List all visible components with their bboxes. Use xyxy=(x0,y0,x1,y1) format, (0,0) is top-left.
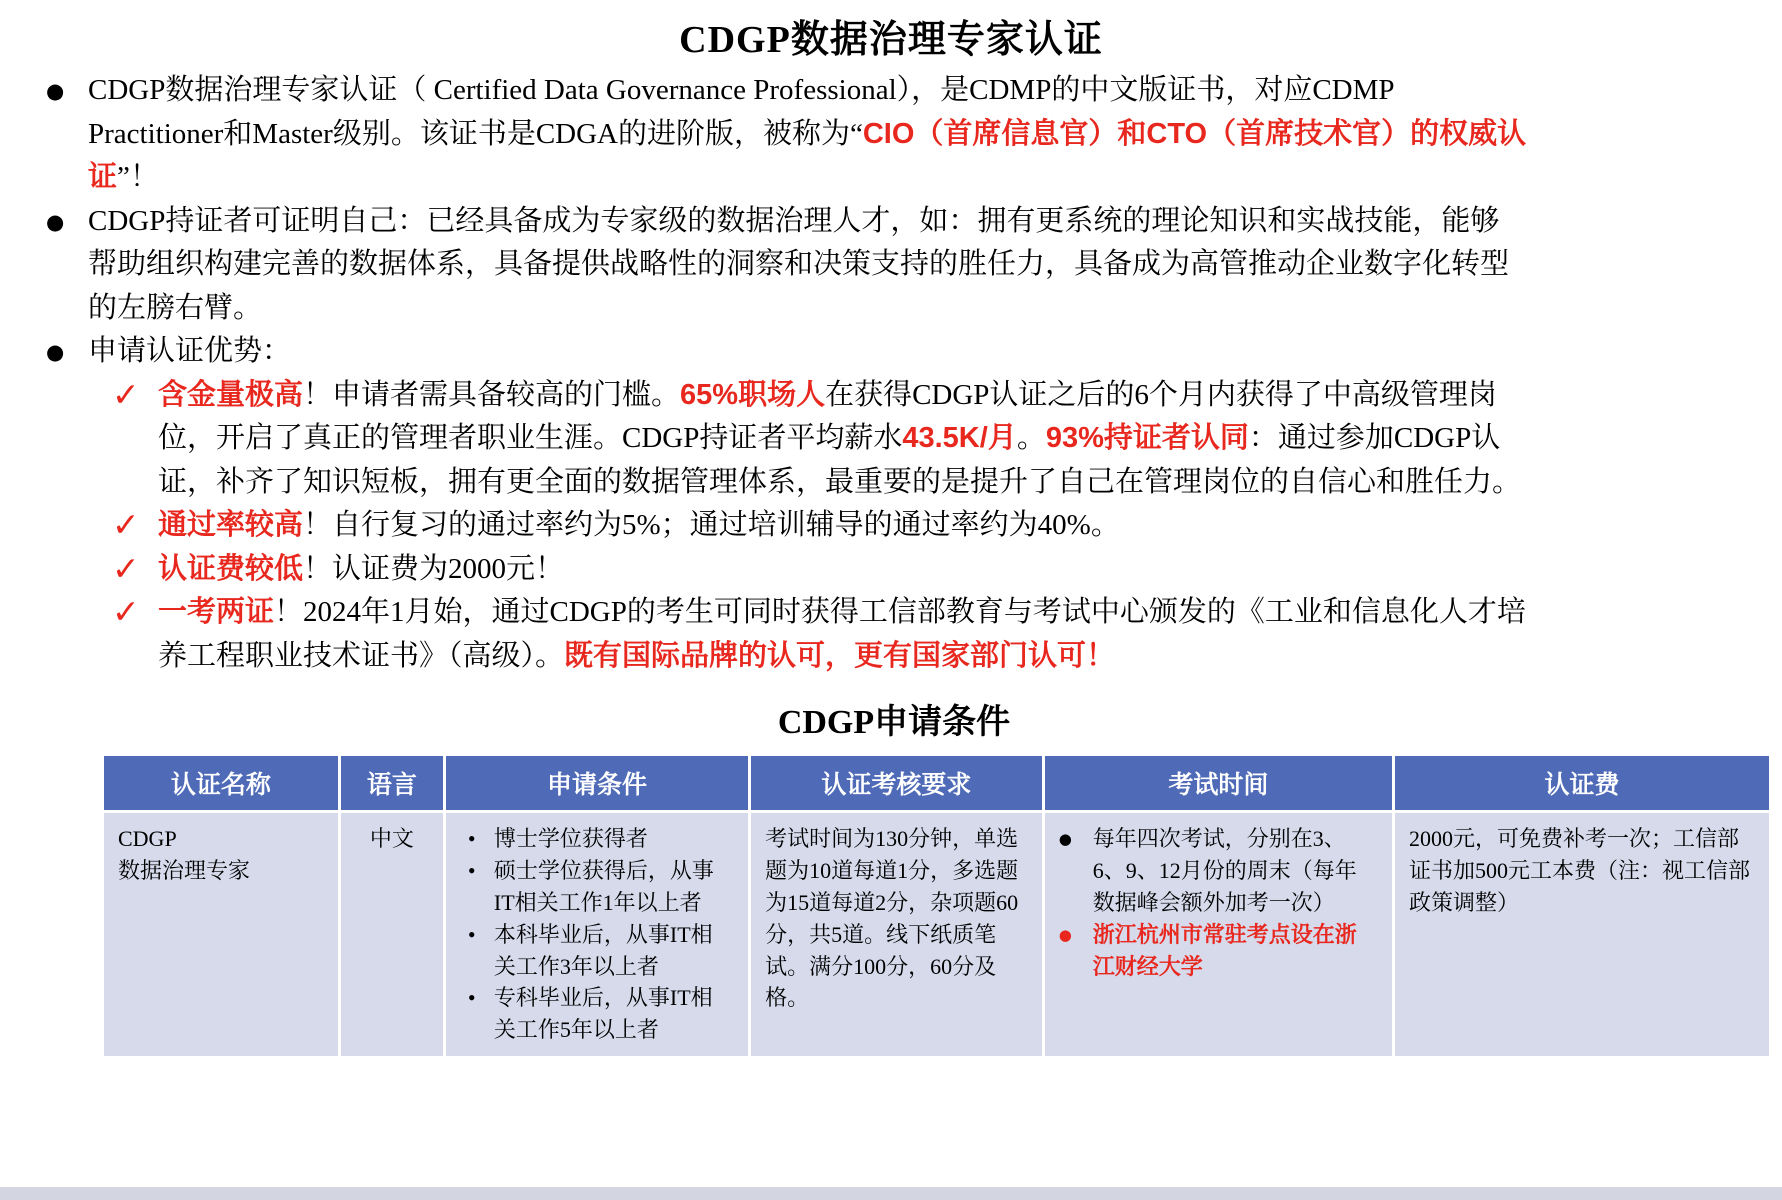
check-icon: ✓ xyxy=(112,592,140,631)
bullet-text-intro xyxy=(88,69,1528,200)
bullet-icon: ● xyxy=(46,79,65,103)
check-item-value xyxy=(112,374,1742,505)
check-text-two-certs xyxy=(158,591,1548,678)
cell-conditions xyxy=(444,812,749,1058)
table-header-cell: 认证名称 xyxy=(103,755,340,812)
emphasis-red-text: 43.5K/月 xyxy=(902,422,1017,454)
schedule-list xyxy=(1059,823,1378,982)
condition-item: • 硕士学位获得后，从事IT相关工作1年以上者 xyxy=(460,855,734,919)
cell-fee: 2000元，可免费补考一次；工信部证书加500元工本费（注：视工信部政策调整） xyxy=(1393,812,1770,1058)
condition-item: • 专科毕业后，从事IT相关工作5年以上者 xyxy=(460,982,734,1046)
schedule-item: ● 浙江杭州市常驻考点设在浙江财经大学 xyxy=(1059,919,1378,983)
condition-item: • 博士学位获得者 xyxy=(460,823,734,855)
table-title: CDGP申请条件 xyxy=(777,704,1011,741)
cell-cert-name: CDGP 数据治理专家 xyxy=(103,812,340,1058)
content-area xyxy=(0,69,1782,1059)
bullet-text-holder xyxy=(88,200,1528,331)
body-text: ：通过参加CDGP认证，补齐了知识短板，拥有更全面的数据管理体系，最重要的是提升了自己在管理岗位的自信心和胜任力。 xyxy=(158,422,1522,498)
bullet-icon: ● xyxy=(46,340,65,364)
emphasis-red-text: 65%职场人 xyxy=(680,378,826,411)
bullet-item-holder xyxy=(46,200,1742,331)
table-header-row xyxy=(103,755,1771,812)
schedule-item: ● 每年四次考试，分别在3、6、9、12月份的周末（每年数据峰会额外加考一次） xyxy=(1059,823,1378,919)
table-row xyxy=(103,812,1771,1058)
table-header-cell: 语言 xyxy=(339,755,444,812)
cutoff-bottom-band xyxy=(0,1187,1782,1200)
check-item-low-fee xyxy=(112,548,1742,592)
check-text-low-fee xyxy=(158,548,1548,592)
check-icon: ✓ xyxy=(112,374,140,414)
emphasis-red-text: 认证费较低 xyxy=(158,552,304,585)
bullet-icon: ● xyxy=(46,209,65,234)
emphasis-red-text: 含金量极高 xyxy=(158,378,304,411)
application-conditions-table xyxy=(101,753,1772,1059)
check-text-pass-rate xyxy=(158,504,1548,548)
bullet-item-intro xyxy=(46,69,1742,200)
body-text: ”！ xyxy=(117,161,159,193)
emphasis-red-text: CIO（首席信息官）和CTO（首席技术官）的权威认证 xyxy=(88,117,1527,193)
conditions-list xyxy=(460,823,734,1046)
bullet-text-advantages-heading xyxy=(88,330,1528,374)
body-text: CDGP持证者可证明自己：已经具备成为专家级的数据治理人才，如：拥有更系统的理论知识和实战技能，能够帮助组织构建完善的数据体系，具备提供战略性的洞察和决策支持的胜任力，具备成为高管推动企业数字化转型的左膀右臂。 xyxy=(88,204,1510,324)
table-header-cell: 认证考核要求 xyxy=(750,755,1044,812)
check-item-two-certs xyxy=(112,591,1742,678)
table-header-cell: 认证费 xyxy=(1393,755,1770,812)
condition-item: • 本科毕业后，从事IT相关工作3年以上者 xyxy=(460,919,734,983)
check-icon: ✓ xyxy=(112,505,140,544)
page-title: CDGP数据治理专家认证 xyxy=(679,19,1103,61)
bullet-item-advantages-heading xyxy=(46,330,1742,374)
table-header-cell: 申请条件 xyxy=(444,755,749,812)
emphasis-red-text: 一考两证 xyxy=(158,596,275,628)
check-text-value xyxy=(158,374,1548,505)
body-text: ！申请者需具备较高的门槛。 xyxy=(303,378,681,411)
emphasis-red-text: 93%持证者认同 xyxy=(1045,422,1249,454)
body-text: 。 xyxy=(1016,422,1046,454)
emphasis-red-text: 既有国际品牌的认可，更有国家部门认可！ xyxy=(564,639,1116,672)
cell-language: 中文 xyxy=(339,812,444,1058)
emphasis-red-text: 通过率较高 xyxy=(158,509,304,541)
check-item-pass-rate xyxy=(112,504,1742,548)
body-text: CDGP数据治理专家认证（ Certified Data Governance Professional），是CDMP的中文版证书，对应CDMP Practitioner和Master级别。该证书是CDGA的进阶版，被称为“ xyxy=(88,74,1394,150)
cell-exam-requirements: 考试时间为130分钟，单选题为10道每道1分，多选题为15道每道2分，杂项题60分，共5道。线下纸质笔试。满分100分，60分及格。 xyxy=(750,812,1044,1058)
body-text: ！2024年1月始，通过CDGP的考生可同时获得工信部教育与考试中心颁发的《工业和信息化人才培养工程职业技术证书》（高级）。 xyxy=(158,596,1526,672)
table-header-cell: 考试时间 xyxy=(1043,755,1393,812)
body-text: 在获得CDGP认证之后的6个月内获得了中高级管理岗位，开启了真正的管理者职业生涯。CDGP持证者平均薪水 xyxy=(158,378,1497,454)
check-icon: ✓ xyxy=(112,548,140,588)
body-text: ！认证费为2000元！ xyxy=(303,552,565,585)
body-text: ！自行复习的通过率约为5%；通过培训辅导的通过率约为40%。 xyxy=(303,509,1120,541)
body-text: 申请认证优势： xyxy=(88,335,292,367)
cell-exam-schedule xyxy=(1043,812,1393,1058)
